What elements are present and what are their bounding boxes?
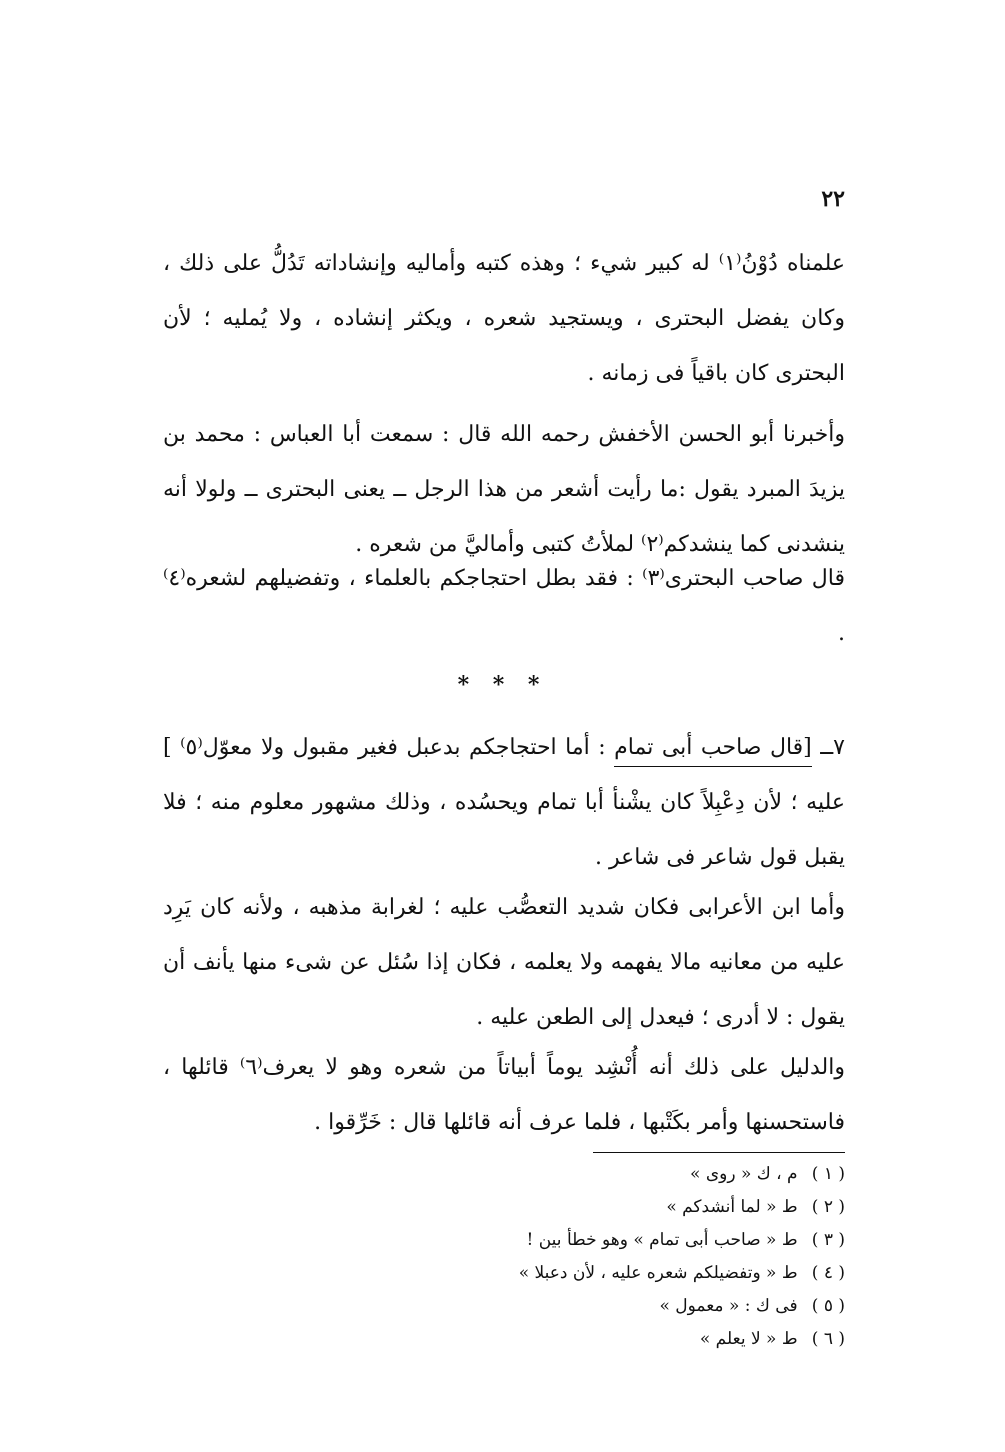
footnote-rule xyxy=(593,1152,845,1153)
footnote-text: ط « لما أنشدكم » xyxy=(666,1197,798,1217)
page-number: ٢٢ xyxy=(821,186,845,212)
paragraph-2: وأخبرنا أبو الحسن الأخفش رحمه الله قال : سمعت أبا العباس : محمد بن يزيدَ المبرد يقول :ما رأيت أشعر من هذا الرجل ــ يعنى البحترى ــ ولولا أنه ينشدنى كما ينشدكم⁽٢⁾ لملأتُ كتبى وأماليَّ من شعره . xyxy=(163,422,845,557)
footnote-text: ط « وتفضيلكم شعره عليه ، لأن دعبلا » xyxy=(518,1263,798,1283)
footnote-number: ( ٥ ) xyxy=(811,1296,845,1316)
underlined-heading: [قال صاحب أبى تمام xyxy=(614,735,812,767)
footnote xyxy=(445,1191,845,1224)
section-separator: * * * xyxy=(457,672,548,698)
paragraph-1: علمناه دُوْنُ⁽١⁾ له كبير شيء ؛ وهذه كتبه وأماليه وإنشاداته تَدُلُّ على ذلك ، وكان يفضل البحترى ، ويستجيد شعره ، ويكثر إنشاده ، ولا يُمليه ؛ لأن البحترى كان باقياً فى زمانه . xyxy=(163,251,845,386)
paragraph-4 xyxy=(163,720,845,885)
footnote xyxy=(445,1290,845,1323)
footnote xyxy=(445,1323,845,1356)
paragraph-5: وأما ابن الأعرابى فكان شديد التعصُّب عليه ؛ لغرابة مذهبه ، ولأنه كان يَرِد عليه من معانيه مالا يفهمه ولا يعلمه ، فكان إذا سُئل عن شىء منها يأنف أن يقول : لا أدرى ؛ فيعدل إلى الطعن عليه . xyxy=(163,895,845,1030)
footnote-text: ط « لا يعلم » xyxy=(699,1329,798,1349)
footnote-text: فى ك : « معمول » xyxy=(659,1296,798,1316)
footnote-number: ( ٣ ) xyxy=(811,1230,845,1250)
footnote xyxy=(445,1224,845,1257)
footnote-number: ( ١ ) xyxy=(811,1164,845,1184)
footnote xyxy=(445,1257,845,1290)
paragraph-3: قال صاحب البحترى⁽٣⁾ : فقد بطل احتجاجكم بالعلماء ، وتفضيلهم لشعره⁽٤⁾ . xyxy=(163,566,845,646)
footnote-text: ط « صاحب أبى تمام » وهو خطأ بين ! xyxy=(526,1230,798,1250)
footnote-number: ( ٦ ) xyxy=(811,1329,845,1349)
paragraph-6: والدليل على ذلك أنه أُنْشِد يوماً أبياتاً من شعره وهو لا يعرف⁽٦⁾ قائلها ، فاستحسنها وأمر بكَتْبها ، فلما عرف أنه قائلها قال : خَرِّقوا . xyxy=(163,1055,845,1135)
paragraph-4-body: : أما احتجاجكم بدعبل فغير مقبول ولا معوّل⁽٥⁾ ] عليه ؛ لأن دِعْبِلاً كان يشْنأ أبا تمام ويحسُده ، وذلك مشهور معلوم منه ؛ فلا يقبل قول شاعر فى شاعر . xyxy=(163,735,845,870)
footnote xyxy=(445,1158,845,1191)
footnotes xyxy=(445,1158,845,1356)
footnote-number: ( ٢ ) xyxy=(811,1197,845,1217)
footnote-text: م ، ك « روى » xyxy=(690,1164,798,1184)
footnote-number: ( ٤ ) xyxy=(811,1263,845,1283)
section-number: ٧ــ xyxy=(811,735,845,760)
